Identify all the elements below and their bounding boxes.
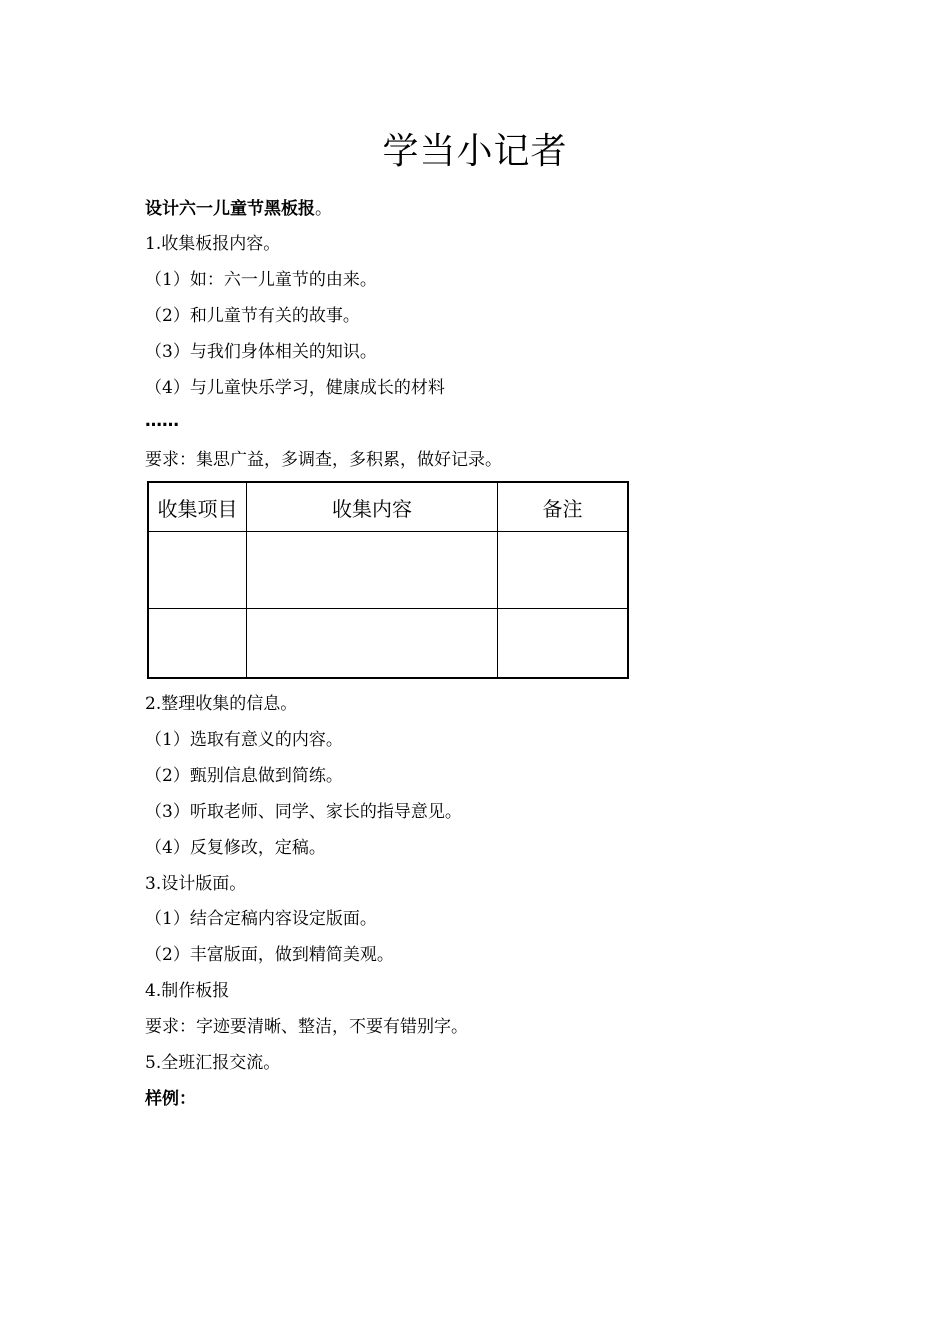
section2-item-1: （1）选取有意义的内容。 xyxy=(145,730,343,750)
section4-requirement: 要求：字迹要清晰、整洁，不要有错别字。 xyxy=(145,1017,468,1037)
section1-item-3: （3）与我们身体相关的知识。 xyxy=(145,342,377,362)
table-cell xyxy=(498,609,629,679)
collection-table xyxy=(147,481,629,679)
section5-label: 5.全班汇报交流。 xyxy=(145,1053,281,1073)
section3-item-2: （2）丰富版面，做到精简美观。 xyxy=(145,945,394,965)
sample-label: 样例： xyxy=(145,1089,196,1109)
task-heading-bold: 设计六一儿童节黑板报 xyxy=(145,199,315,219)
table-cell xyxy=(498,532,629,609)
task-heading xyxy=(145,197,332,221)
section1-item-4: （4）与儿童快乐学习，健康成长的材料 xyxy=(145,378,445,398)
table-cell xyxy=(148,609,247,679)
table-header-row xyxy=(148,482,628,532)
section3-item-1: （1）结合定稿内容设定版面。 xyxy=(145,909,377,929)
section1-ellipsis: …… xyxy=(145,411,179,431)
table-cell xyxy=(247,609,498,679)
section2-item-3: （3）听取老师、同学、家长的指导意见。 xyxy=(145,802,462,822)
section2-label: 2.整理收集的信息。 xyxy=(145,694,298,714)
section2-item-4: （4）反复修改，定稿。 xyxy=(145,838,326,858)
page-title: 学当小记者 xyxy=(382,131,568,172)
section1-label: 1.收集板报内容。 xyxy=(145,234,281,254)
section1-item-1: （1）如：六一儿童节的由来。 xyxy=(145,270,377,290)
table-row xyxy=(148,532,628,609)
table-cell xyxy=(148,532,247,609)
section1-requirement: 要求：集思广益，多调查，多积累，做好记录。 xyxy=(145,450,502,470)
section3-label: 3.设计版面。 xyxy=(145,874,247,894)
table-cell xyxy=(247,532,498,609)
section2-item-2: （2）甄别信息做到简练。 xyxy=(145,766,343,786)
section1-item-2: （2）和儿童节有关的故事。 xyxy=(145,306,360,326)
task-heading-tail: 。 xyxy=(315,199,332,219)
table-row xyxy=(148,609,628,679)
table-header-notes: 备注 xyxy=(498,482,629,532)
section4-label: 4.制作板报 xyxy=(145,981,230,1001)
table-header-content: 收集内容 xyxy=(247,482,498,532)
table-header-item: 收集项目 xyxy=(148,482,247,532)
